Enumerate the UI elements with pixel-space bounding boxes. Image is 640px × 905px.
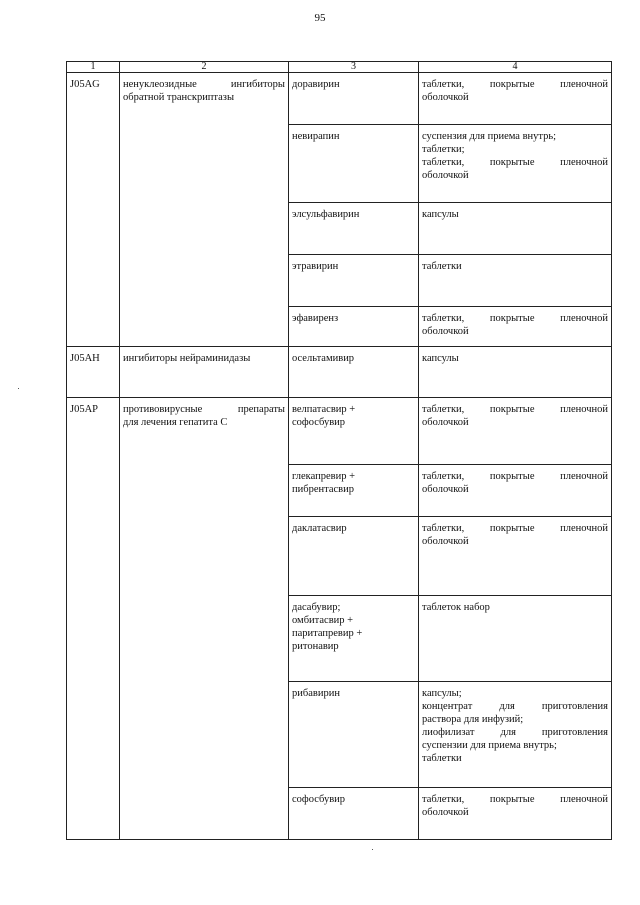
table-row <box>67 398 612 465</box>
drug-name-cell <box>289 347 419 398</box>
drug-line: велпатасвир + <box>292 404 356 415</box>
dosage-form-line: таблетки, покрытые пленочной <box>422 523 608 534</box>
drug-line: дасабувир; <box>292 602 341 613</box>
drug-line: софосбувир <box>292 794 346 805</box>
dosage-form-line: таблетки, покрытые пленочной <box>422 313 608 324</box>
table-row <box>67 73 612 125</box>
atc-code-cell: J05AP <box>67 398 120 840</box>
drug-name-cell <box>289 517 419 596</box>
column-header-2: 2 <box>120 62 289 73</box>
dosage-form-line: суспензия для приема внутрь; <box>422 131 557 142</box>
drug-table <box>66 61 612 840</box>
drug-line: этравирин <box>292 261 339 272</box>
dosage-form-cell <box>419 517 612 596</box>
drug-name-cell <box>289 465 419 517</box>
table-header-row <box>67 62 612 73</box>
drug-line: омбитасвир + <box>292 615 354 626</box>
atc-code-cell: J05AG <box>67 73 120 347</box>
column-header-4: 4 <box>419 62 612 73</box>
table-row <box>67 347 612 398</box>
dosage-form-line: лиофилизат для приготовления <box>422 727 608 738</box>
pharmacological-group-cell <box>120 398 289 840</box>
dosage-form-line: таблетки, покрытые пленочной <box>422 79 608 90</box>
drug-name-cell <box>289 788 419 840</box>
dosage-form-line: оболочкой <box>422 417 469 428</box>
scan-speck <box>18 388 19 389</box>
dosage-form-line: раствора для инфузий; <box>422 714 524 725</box>
column-header-1: 1 <box>67 62 120 73</box>
dosage-form-line: суспензии для приема внутрь; <box>422 740 557 751</box>
dosage-form-line: капсулы <box>422 209 459 220</box>
drug-line: даклатасвир <box>292 523 347 534</box>
drug-name-cell <box>289 398 419 465</box>
drug-line: глекапревир + <box>292 471 356 482</box>
drug-name-cell <box>289 125 419 203</box>
dosage-form-line: оболочкой <box>422 170 469 181</box>
dosage-form-cell <box>419 307 612 347</box>
dosage-form-line: капсулы; <box>422 688 462 699</box>
dosage-form-cell <box>419 682 612 788</box>
dosage-form-line: оболочкой <box>422 92 469 103</box>
group-line: обратной транскриптазы <box>123 92 235 103</box>
drug-line: доравирин <box>292 79 340 90</box>
dosage-form-line: таблетки <box>422 261 462 272</box>
pharmacological-group-cell <box>120 347 289 398</box>
drug-line: рибавирин <box>292 688 340 699</box>
dosage-form-line: таблеток набор <box>422 602 490 613</box>
dosage-form-cell <box>419 788 612 840</box>
scan-speck <box>372 849 373 850</box>
dosage-form-cell <box>419 255 612 307</box>
dosage-form-cell <box>419 125 612 203</box>
column-header-3: 3 <box>289 62 419 73</box>
drug-name-cell <box>289 255 419 307</box>
dosage-form-cell <box>419 347 612 398</box>
dosage-form-cell <box>419 203 612 255</box>
drug-line: паритапревир + <box>292 628 363 639</box>
page-number: 95 <box>314 12 326 24</box>
drug-name-cell <box>289 203 419 255</box>
drug-line: пибрентасвир <box>292 484 354 495</box>
drug-name-cell <box>289 73 419 125</box>
drug-line: эфавиренз <box>292 313 339 324</box>
dosage-form-cell <box>419 398 612 465</box>
atc-code-cell: J05AH <box>67 347 120 398</box>
pharmacological-group-cell <box>120 73 289 347</box>
dosage-form-cell <box>419 596 612 682</box>
group-line: для лечения гепатита С <box>123 417 228 428</box>
dosage-form-line: оболочкой <box>422 807 469 818</box>
drug-name-cell <box>289 307 419 347</box>
drug-name-cell <box>289 596 419 682</box>
dosage-form-cell <box>419 73 612 125</box>
dosage-form-line: таблетки, покрытые пленочной <box>422 471 608 482</box>
dosage-form-line: концентрат для приготовления <box>422 701 608 712</box>
drug-line: элсульфавирин <box>292 209 360 220</box>
dosage-form-cell <box>419 465 612 517</box>
drug-line: софосбувир <box>292 417 346 428</box>
dosage-form-line: оболочкой <box>422 484 469 495</box>
dosage-form-line: оболочкой <box>422 536 469 547</box>
drug-line: осельтамивир <box>292 353 355 364</box>
group-line: противовирусные препараты <box>123 404 285 415</box>
dosage-form-line: таблетки, покрытые пленочной <box>422 794 608 805</box>
dosage-form-line: таблетки; <box>422 144 465 155</box>
group-line: ненуклеозидные ингибиторы <box>123 79 285 90</box>
dosage-form-line: таблетки, покрытые пленочной <box>422 404 608 415</box>
dosage-form-line: капсулы <box>422 353 459 364</box>
drug-name-cell <box>289 682 419 788</box>
group-line: ингибиторы нейраминидазы <box>123 353 251 364</box>
dosage-form-line: таблетки, покрытые пленочной <box>422 157 608 168</box>
dosage-form-line: таблетки <box>422 753 462 764</box>
drug-line: ритонавир <box>292 641 339 652</box>
dosage-form-line: оболочкой <box>422 326 469 337</box>
drug-line: невирапин <box>292 131 340 142</box>
